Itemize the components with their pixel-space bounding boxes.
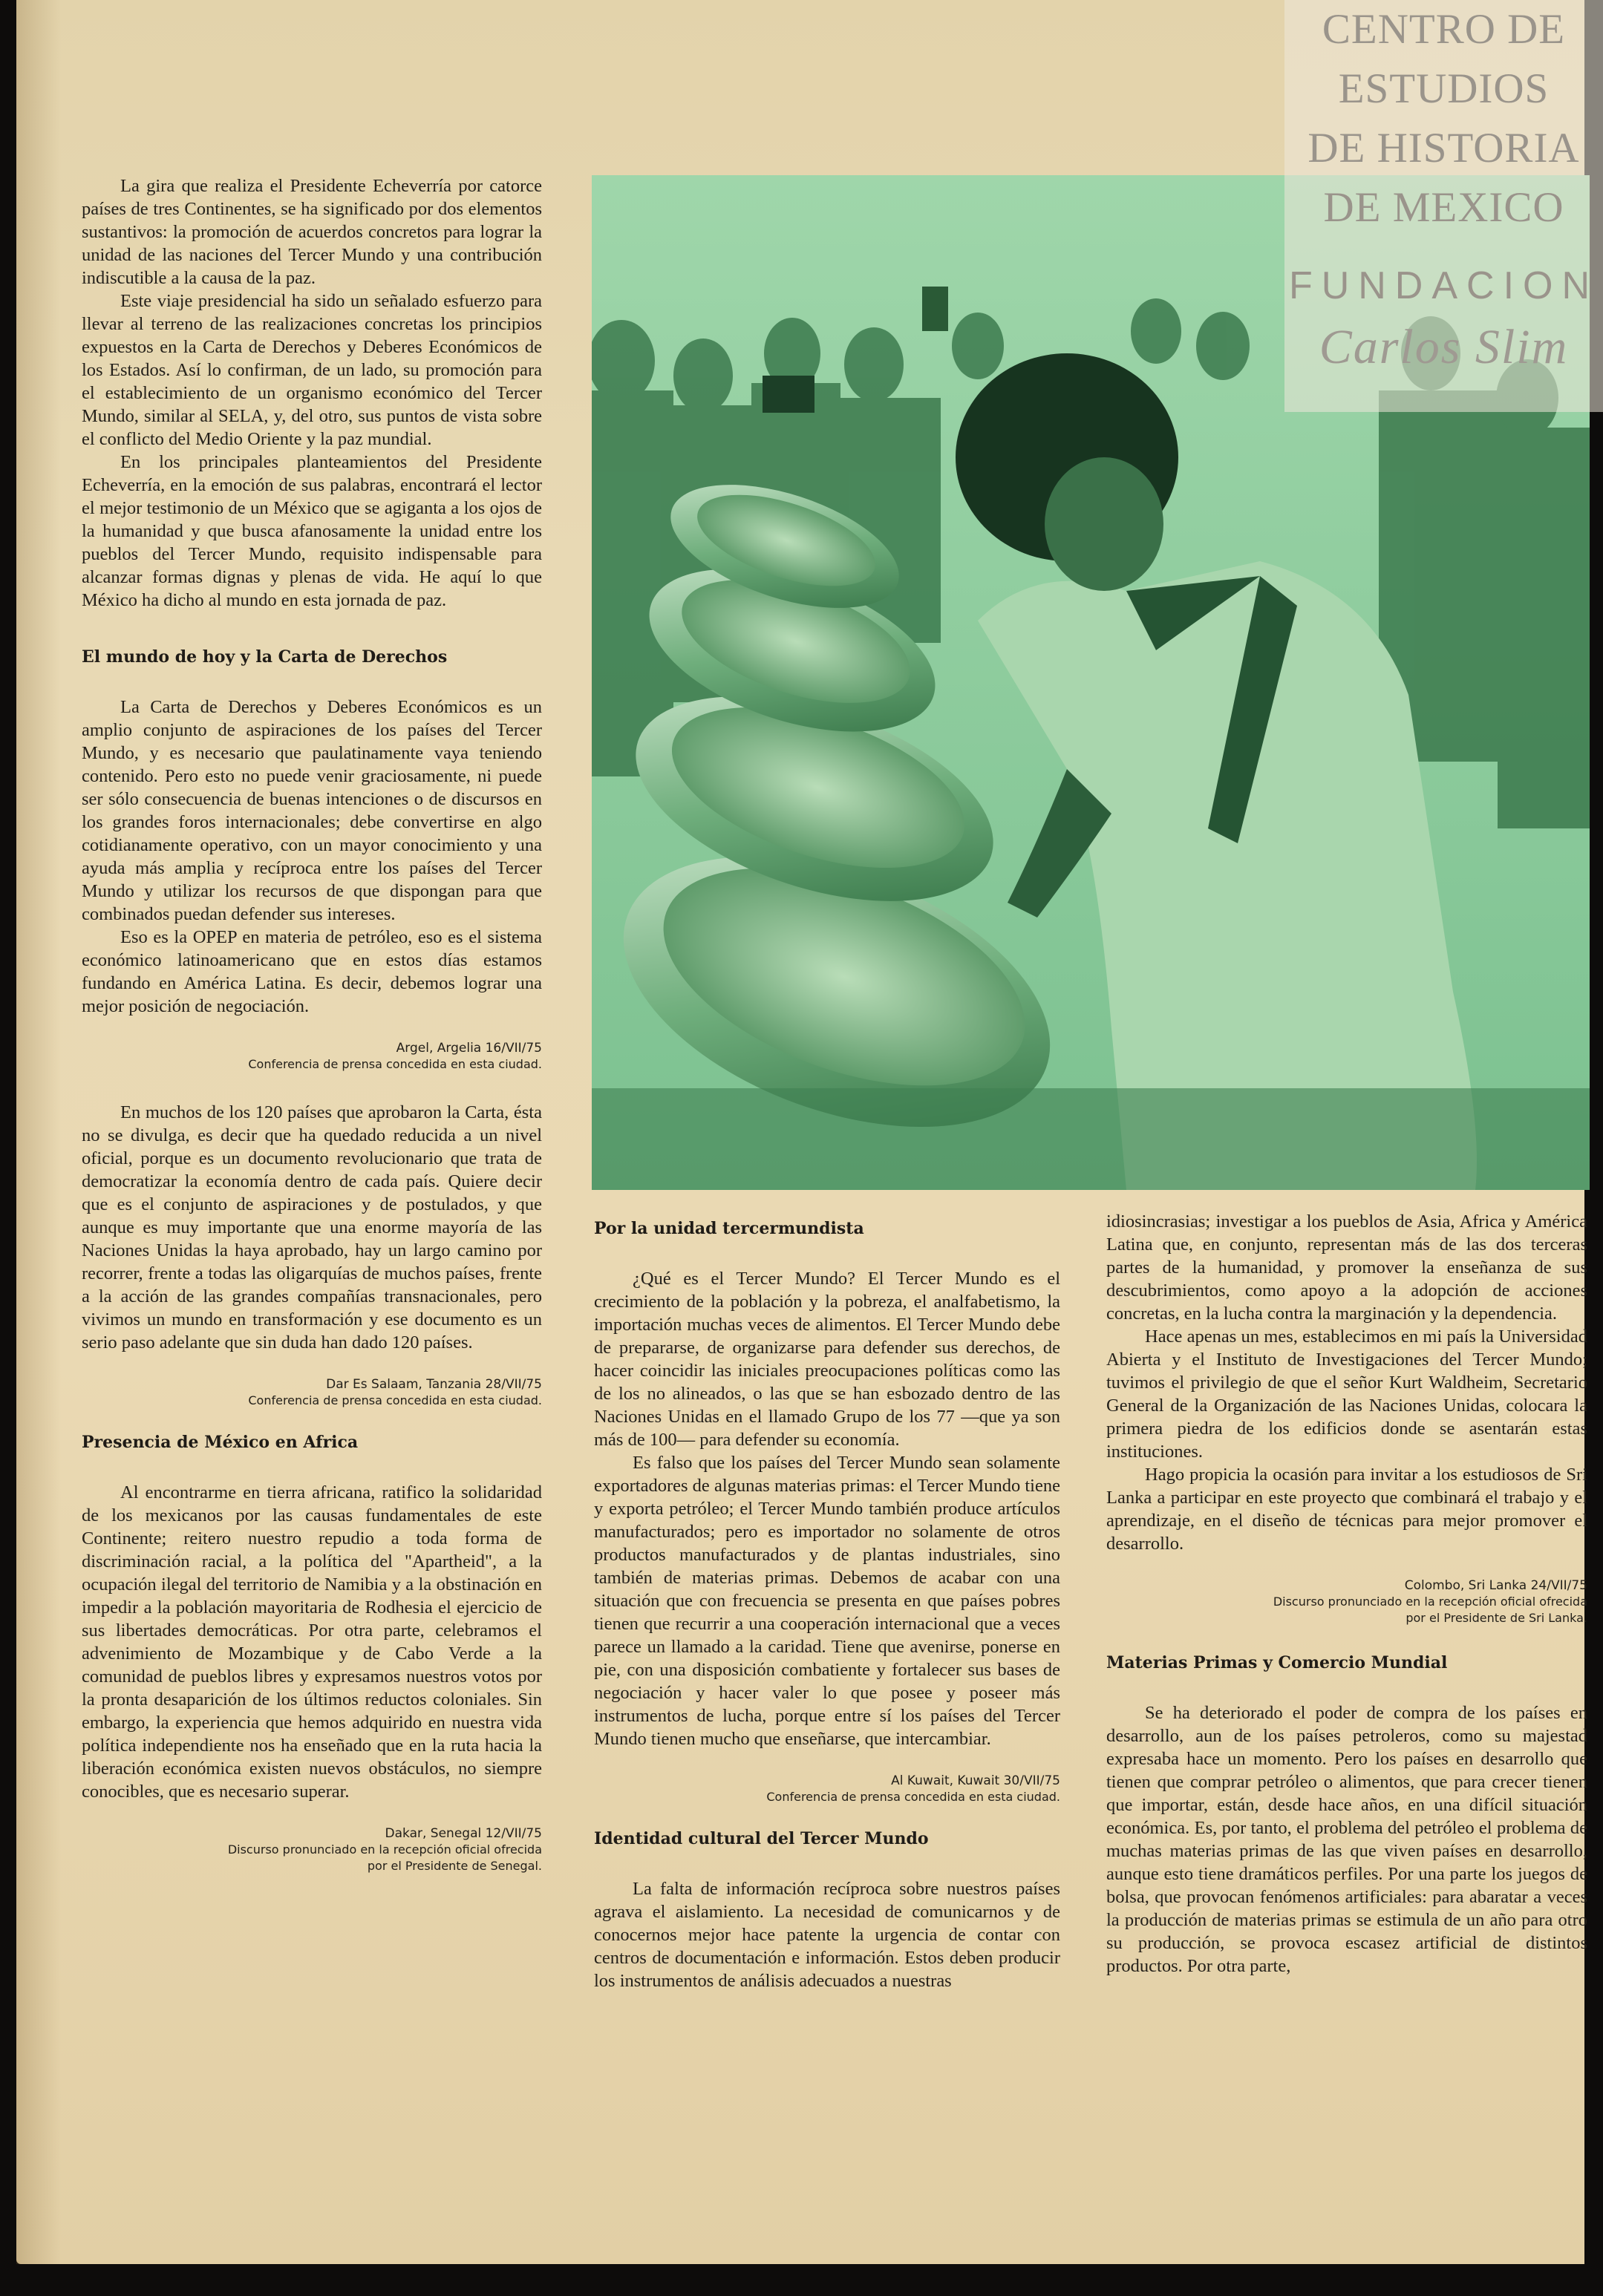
section3-paragraph-1: Al encontrarme en tierra africana, ratifico la solidaridad de los mexicanos por las causas fundamentales de este Continente; reitero nuestro repudio a toda forma de discriminación racial, a la política del "Apartheid", a la ocupación ilegal del territorio de Namibia y a la obstinación en impedir a la población mayoritaria de Rodhesia el ejercicio de sus libertades democráticas. Por otra parte, celebramos el advenimiento de Mozambique y de Cabo Verde a la comunidad de pueblos libres y expresamos nuestros votos por la pronta desaparición de los últimos reductos coloniales. Sin embargo, la experiencia que hemos adquirido en nuestra vida política independiente nos ha enseñado que en la ruta hacia la liberación económica existen nuevos obstáculos, no siempre conocibles, que es necesario superar.: [82, 1482, 542, 1802]
heading-materias-primas: Materias Primas y Comercio Mundial: [1106, 1653, 1448, 1672]
watermark-line: DE HISTORIA: [1307, 125, 1580, 171]
watermark-line: DE MEXICO: [1323, 184, 1564, 231]
dateline-place: Colombo, Sri Lanka 24/VII/75: [1404, 1578, 1587, 1593]
heading-identidad-cultural: Identidad cultural del Tercer Mundo: [594, 1829, 929, 1848]
archive-watermark: [1284, 0, 1603, 412]
sri-lanka-paragraph: Hago propicia la ocasión para invitar a los estudiosos de Sri Lanka a participar en este proyecto que combinará el trabajo y el aprendizaje, en el diseño de técnicas para mejor promover el desarrollo.: [1106, 1465, 1587, 1554]
dateline-note: Discurso pronunciado en la recepción oficial ofrecida: [1273, 1595, 1587, 1609]
column-left: [82, 174, 542, 1874]
dateline-note: Discurso pronunciado en la recepción oficial ofrecida: [227, 1842, 542, 1857]
tercer-mundo-paragraph-1: ¿Qué es el Tercer Mundo? El Tercer Mundo es el crecimiento de la población y la pobreza, el analfabetismo, la importación muchas veces de alimentos. El Tercer Mundo debe de prepararse, de organizarse para defender sus derechos, de hacer coincidir las iniciales preocupaciones políticas como las de los no alineados, o las que se han esbozado dentro de las Naciones Unidas en el llamado Grupo de los 77 —que ya son más de 100— para defender su economía.: [594, 1269, 1060, 1450]
photo-caption: Por la unidad tercermundista: [594, 1219, 864, 1238]
dateline-dar-es-salaam: [82, 1376, 542, 1409]
column-middle: [594, 1217, 1060, 1992]
tercer-mundo-paragraph-2: Es falso que los países del Tercer Mundo sean solamente exportadores de algunas materias primas: el Tercer Mundo tiene y exporta petróleo; el Tercer Mundo también produce artículos manufacturados; pero es importador no solamente de otros productos manufacturados y de plantas industriales, sino también de materias primas. Debemos de acabar con una situación que con frecuencia se presenta en que países pobres tienen que recurrir a una cooperación internacional que a veces parece un llamado a la caridad. Tiene que avenirse, ponerse en pie, con una disposición combatiente y fortalecer sus bases de negociación y hacer valer lo que posee y poseer más instrumentos de lucha, porque entre sí los países del Tercer Mundo tienen mucho que enseñarse, que intercambiar.: [594, 1453, 1060, 1749]
intro-paragraph-2: Este viaje presidencial ha sido un señalado esfuerzo para llevar al terreno de las realizaciones concretas los principios expuestos en la Carta de Derechos y Deberes Económicos de los Estados. Así lo confirman, de un lado, su promoción para el establecimiento de un organismo económico del Tercer Mundo, similar al SELA, y, del otro, sus puntos de vista sobre el conflicto del Medio Oriente y la paz mundial.: [82, 291, 542, 449]
dateline-kuwait: [594, 1773, 1060, 1805]
column-right: [1106, 1210, 1587, 1978]
dateline-note: Conferencia de prensa concedida en esta ciudad.: [248, 1393, 542, 1407]
intro-paragraph-3: En los principales planteamientos del Presidente Echeverría, en la emoción de sus palabras, encontrará el lector el mejor testimonio de un México que se agiganta a los ojos de la humanidad y que busca afanosamente la unidad entre los pueblos del Tercer Mundo, requisito indispensable para alcanzar formas dignas y plenas de vida. He aquí lo que México ha dicho al mundo en esta jornada de paz.: [82, 452, 542, 610]
intro-paragraph-1: La gira que realiza el Presidente Echeverría por catorce países de tres Continentes, se ha significado por dos elementos sustantivos: la promoción de acuerdos concretos para lograr la unidad de las naciones del Tercer Mundo y una contribución indiscutible a la causa de la paz.: [82, 176, 542, 288]
heading-mexico-africa: Presencia de México en Africa: [82, 1433, 359, 1452]
universidad-paragraph: Hace apenas un mes, establecimos en mi país la Universidad Abierta y el Instituto de Investigaciones del Tercer Mundo; tuvimos el privilegio de que el señor Kurt Waldheim, Secretario General de la Organización de las Naciones Unidas, colocara la primera piedra de los edificios donde se asentarán estas instituciones.: [1106, 1327, 1587, 1462]
dateline-place: Al Kuwait, Kuwait 30/VII/75: [891, 1773, 1060, 1788]
materias-paragraph-1: Se ha deteriorado el poder de compra de los países en desarrollo, aun de los países petroleros, como su majestad expresaba hace un momento. Pero los países en desarrollo que tienen que comprar petróleo o alimentos, que para crecer tienen que importar, están, desde hace años, en una difícil situación económica. Es, por tanto, el problema del petróleo el problema de muchas materias primas de las que viven países en desarrollo, aunque esto tiene dramáticos perfiles. Por una parte los juegos de bolsa, que provocan fenómenos artificiales: para abaratar a veces la producción de materias primas se estimula de un año para otro su producción, se provoca escasez artificial de distintos productos. Por otra parte,: [1106, 1703, 1587, 1976]
watermark-signature: Carlos Slim: [1319, 320, 1569, 374]
dateline-note: por el Presidente de Senegal.: [367, 1859, 542, 1873]
watermark-foundation: FUNDACION: [1288, 264, 1599, 307]
dateline-note: por el Presidente de Sri Lanka.: [1406, 1611, 1587, 1625]
dateline-place: Dar Es Salaam, Tanzania 28/VII/75: [326, 1377, 542, 1392]
dateline-place: Dakar, Senegal 12/VII/75: [385, 1826, 542, 1841]
identidad-paragraph-1: La falta de información recíproca sobre nuestros países agrava el aislamiento. La necesidad de comunicarnos y de conocernos mejor hace patente la urgencia de contar con centros de documentación e información. Estos deben producir los instrumentos de análisis adecuados a nuestras: [594, 1879, 1060, 1991]
section1-paragraph-2: Eso es la OPEP en materia de petróleo, eso es el sistema económico latinoamericano que en estos días estamos fundando en América Latina. Es decir, debemos lograr una mejor posición de negociación.: [82, 927, 542, 1016]
section1-paragraph-1: La Carta de Derechos y Deberes Económicos es un amplio conjunto de aspiraciones de los países del Tercer Mundo, y es necesario que paulatinamente vaya teniendo contenido. Pero esto no puede venir graciosamente, ni puede ser sólo consecuencia de buenas intenciones o de discursos en los grandes foros internacionales; debe convertirse en algo cotidianamente operativo, con un mayor conocimiento y una ayuda más amplia y recíproca entre los países del Tercer Mundo y utilizar los recursos de que dispongan para que combinados puedan defender sus intereses.: [82, 697, 542, 924]
dateline-colombo: [1106, 1577, 1587, 1626]
dateline-place: Argel, Argelia 16/VII/75: [396, 1041, 542, 1056]
dateline-note: Conferencia de prensa concedida en esta ciudad.: [248, 1057, 542, 1071]
dateline-dakar: [82, 1825, 542, 1874]
watermark-line: ESTUDIOS: [1338, 65, 1550, 112]
dateline-argel: [82, 1040, 542, 1073]
watermark-line: CENTRO DE: [1322, 6, 1566, 53]
heading-carta-derechos: El mundo de hoy y la Carta de Derechos: [82, 647, 448, 667]
dateline-note: Conferencia de prensa concedida en esta ciudad.: [766, 1790, 1060, 1804]
page-edge-shadow: [16, 0, 61, 2264]
section2-paragraph-1: En muchos de los 120 países que aprobaron la Carta, ésta no se divulga, es decir que ha quedado reducida a un nivel oficial, porque es un documento revolucionario que trata de democratizar la economía dentro de cada país. Quiere decir que es el conjunto de aspiraciones y de postulados, y que aunque es muy importante que una enorme mayoría de las Naciones Unidas la haya aprobado, hay un largo camino por recorrer, frente a todas las oligarquías de muchos países, frente a la acción de las grandes compañías transnacionales, pero vivimos un mundo en transformación y ese documento es un serio paso adelante que sin duda han dado 120 países.: [82, 1102, 542, 1353]
continuation-paragraph: idiosincrasias; investigar a los pueblos de Asia, Africa y América Latina que, en conjunto, representan más de las dos terceras partes de la humanidad, y promover la enseñanza de sus descubrimientos, como apoyo a la adopción de acciones concretas, en la lucha contra la marginación y la dependencia.: [1106, 1211, 1587, 1324]
